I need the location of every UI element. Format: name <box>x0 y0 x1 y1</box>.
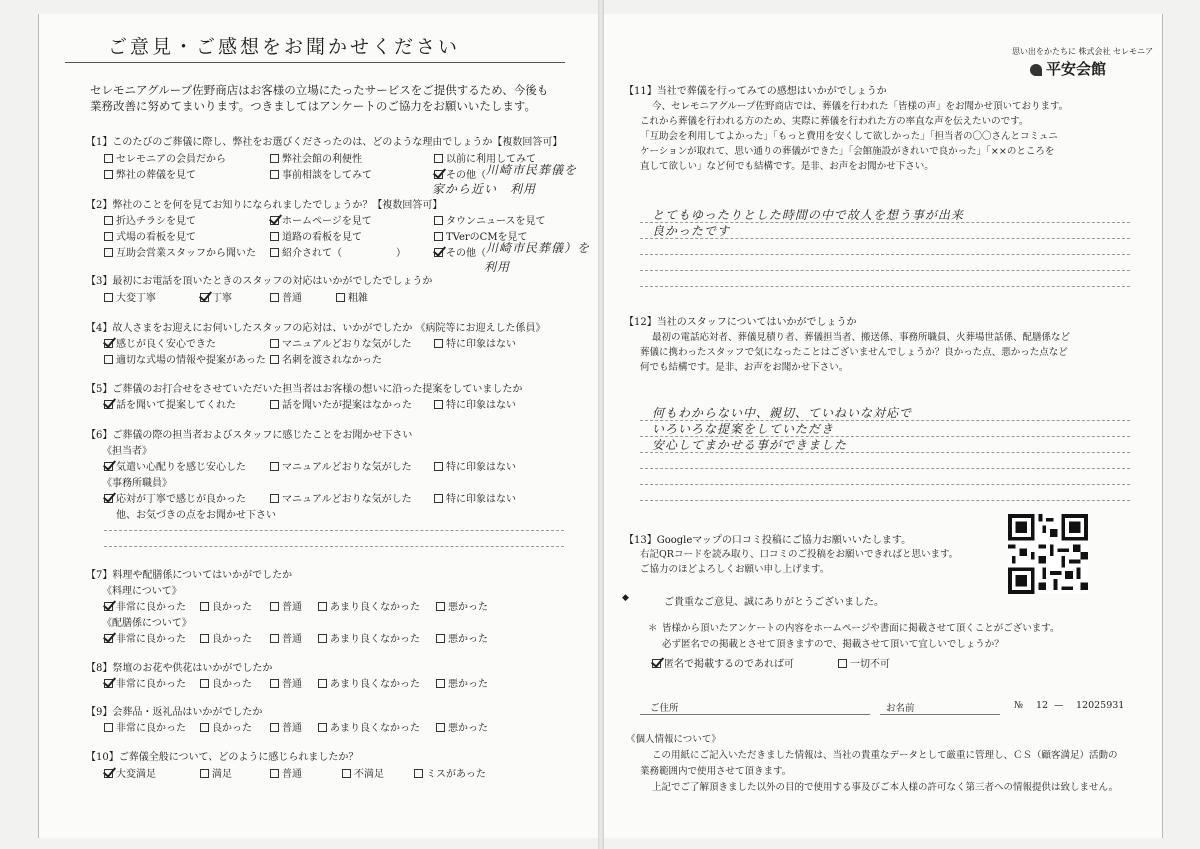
q6-option-2[interactable]: マニュアルどおりな気がした <box>270 458 412 473</box>
q1-handwritten-2: 家から近い 利用 <box>432 182 537 196</box>
publish-option-anonymous[interactable]: 匿名で掲載するのであれば可 <box>652 655 794 670</box>
number-value: 12 <box>1036 700 1049 711</box>
checkbox[interactable] <box>200 723 209 732</box>
checkbox[interactable] <box>336 293 345 302</box>
checkbox-checked[interactable] <box>652 659 661 668</box>
q11-body-1: 今、セレモニアグループ佐野商店では、葬儀を行われた「皆様の声」をお聞かせ頂いております。 <box>652 101 1069 112</box>
q1-handwritten-1: 川崎市民葬儀を <box>486 163 578 177</box>
logo-tagline: 思い出をかたちに 株式会社 セレモニア <box>1012 47 1154 56</box>
q12-body-2: 葬儀に携わったスタッフで気になったことはございませんでしょうか？良かった点、悪かった点など <box>640 347 1068 358</box>
q4-option-3[interactable]: 特に印象はない <box>434 335 516 350</box>
name-field-line[interactable] <box>880 714 1000 715</box>
checkbox[interactable] <box>270 248 279 257</box>
q3-option-2[interactable]: 丁寧 <box>200 289 232 304</box>
checkbox[interactable] <box>318 602 327 611</box>
checkbox[interactable] <box>200 602 209 611</box>
checkbox[interactable] <box>104 216 113 225</box>
q6-sub-1: 《担当者》 <box>102 446 152 457</box>
checkbox[interactable] <box>436 602 445 611</box>
q4-option-1[interactable]: 感じが良く安心できた <box>104 335 216 350</box>
q7-sub-1: 《料理について》 <box>102 586 182 597</box>
publish-body-1: 皆様から頂いたアンケートの内容をホームページや書面に掲載させて頂くことがございます。 <box>662 623 1060 634</box>
checkbox[interactable] <box>434 339 443 348</box>
name-label: お名前 <box>886 703 915 714</box>
q7-staff-option-1[interactable]: 非常に良かった <box>104 630 186 645</box>
checkbox-checked[interactable] <box>104 462 113 471</box>
checkbox[interactable] <box>434 232 443 241</box>
checkbox[interactable] <box>270 154 279 163</box>
q8-option-4[interactable]: あまり良くなかった <box>318 675 420 690</box>
q6-option-5[interactable]: マニュアルどおりな気がした <box>270 490 412 505</box>
q12-answer-line-4[interactable] <box>640 468 1130 469</box>
q2-title: 【2】弊社のことを何を見てお知りになられましたでしょうか？【複数回答可】 <box>86 200 443 211</box>
checkbox[interactable] <box>270 232 279 241</box>
q13-body-2: ご協力のほどよろしくお願い申し上げます。 <box>640 564 830 575</box>
publish-body-2: 必ず匿名での掲載とさせて頂きますので、掲載させて頂いて宜しいでしょうか？ <box>662 639 1004 650</box>
title-underline <box>65 62 565 63</box>
q3-option-1[interactable]: 大変丁寧 <box>104 289 156 304</box>
checkbox-checked[interactable] <box>104 494 113 503</box>
dash-separator: — <box>1054 700 1064 711</box>
q11-body-5: 直して欲しい」など何でも結構です。是非、お声をお聞かせ下さい。 <box>640 161 934 172</box>
q1-option-6[interactable]: その他（ <box>434 166 486 181</box>
qr-code-icon[interactable] <box>1008 514 1088 594</box>
checkbox[interactable] <box>414 769 423 778</box>
checkbox[interactable] <box>270 462 279 471</box>
q2-option-3[interactable]: タウンニュースを見て <box>434 212 546 227</box>
q12-handwritten-3: 安心してまかせる事ができました <box>652 438 848 452</box>
diamond-icon: ◆ <box>622 593 629 603</box>
q5-option-3[interactable]: 特に印象はない <box>434 396 516 411</box>
q11-title: 【11】当社で葬儀を行ってみての感想はいかがでしょうか <box>624 86 887 97</box>
q3-option-3[interactable]: 普通 <box>270 289 302 304</box>
q6-option-4[interactable]: 応対が丁寧で感じが良かった <box>104 490 246 505</box>
q5-option-1[interactable]: 話を聞いて提案してくれた <box>104 396 236 411</box>
q2-handwritten-1: 川崎市民葬儀）を <box>486 241 591 255</box>
q11-answer-line-5[interactable] <box>640 286 1130 287</box>
checkbox[interactable] <box>270 723 279 732</box>
checkbox[interactable] <box>104 248 113 257</box>
q2-option-6[interactable]: TVerのCMを見て <box>434 228 528 243</box>
privacy-body-1: この用紙にご記入いただきました情報は、当社の貴重なデータとして厳重に管理し、ＣＳ（顧客満足）活動の <box>652 750 1118 761</box>
q2-option-5[interactable]: 道路の看板を見て <box>270 228 362 243</box>
checkbox[interactable] <box>104 170 113 179</box>
q11-body-3: 「互助会を利用してよかった」「もっと費用を安くして欲しかった」「担当者の〇〇さんとコミュニ <box>640 131 1058 142</box>
checkbox[interactable] <box>434 462 443 471</box>
intro-line-1: セレモニアグループ佐野商店はお客様の立場にたったサービスをご提供するため、今後も <box>90 83 549 97</box>
checkbox-checked[interactable] <box>104 400 113 409</box>
q7-title: 【7】料理や配膳係についてはいかがでしたか <box>86 570 293 581</box>
intro-line-2: 業務改善に努めてまいります。つきましてはアンケートのご協力をお願いいたします。 <box>90 99 536 113</box>
q13-title: 【13】Googleマップの口コミ投稿にご協力お願いいたします。 <box>624 535 912 546</box>
checkbox[interactable] <box>318 679 327 688</box>
checkbox-checked[interactable] <box>104 634 113 643</box>
checkbox[interactable] <box>342 769 351 778</box>
q9-option-4[interactable]: あまり良くなかった <box>318 719 420 734</box>
q9-option-1[interactable]: 非常に良かった <box>104 719 186 734</box>
address-label: ご住所 <box>650 703 679 714</box>
checkbox[interactable] <box>270 339 279 348</box>
checkbox[interactable] <box>270 355 279 364</box>
checkbox[interactable] <box>104 293 113 302</box>
q12-body-1: 最初の電話応対者、葬儀見積り者、葬儀担当者、搬送係、事務所職員、火葬場世話係、配膳係など <box>652 332 1071 343</box>
q4-option-4[interactable]: 適切な式場の情報や提案があった <box>104 351 266 366</box>
checkbox[interactable] <box>270 602 279 611</box>
checkbox[interactable] <box>270 679 279 688</box>
q9-option-5[interactable]: 悪かった <box>436 719 488 734</box>
checkbox[interactable] <box>200 679 209 688</box>
checkbox[interactable] <box>104 154 113 163</box>
checkbox[interactable] <box>318 723 327 732</box>
q6-option-6[interactable]: 特に印象はない <box>434 490 516 505</box>
q9-option-2[interactable]: 良かった <box>200 719 252 734</box>
checkbox[interactable] <box>200 769 209 778</box>
q1-option-3[interactable]: 以前に利用してみて <box>434 150 536 165</box>
q11-handwritten-2: 良かったです <box>652 224 731 238</box>
checkbox-checked[interactable] <box>104 769 113 778</box>
q1-option-1[interactable]: セレモニアの会員だから <box>104 150 226 165</box>
q2-option-7[interactable]: 互助会営業スタッフから聞いた <box>104 244 256 259</box>
checkbox[interactable] <box>434 154 443 163</box>
q7-food-option-1[interactable]: 非常に良かった <box>104 598 186 613</box>
q7-staff-option-5[interactable]: 悪かった <box>436 630 488 645</box>
checkbox-checked[interactable] <box>104 602 113 611</box>
q7-food-option-4[interactable]: あまり良くなかった <box>318 598 420 613</box>
q1-option-5[interactable]: 事前相談をしてみて <box>270 166 372 181</box>
q7-staff-option-3[interactable]: 普通 <box>270 630 302 645</box>
checkbox[interactable] <box>318 634 327 643</box>
q4-option-5[interactable]: 名刺を渡されなかった <box>270 351 382 366</box>
privacy-title: 《個人情報について》 <box>626 734 721 745</box>
q8-option-2[interactable]: 良かった <box>200 675 252 690</box>
q7-food-option-2[interactable]: 良かった <box>200 598 252 613</box>
q12-body-3: 何でも結構です。是非、お声をお聞かせ下さい。 <box>640 362 849 373</box>
q9-option-3[interactable]: 普通 <box>270 719 302 734</box>
checkbox[interactable] <box>434 494 443 503</box>
q10-option-5[interactable]: ミスがあった <box>414 765 486 780</box>
q6-sub-2: 《事務所職員》 <box>102 478 172 489</box>
privacy-body-3: 上記でご了解頂きました以外の目的で使用する事及びご本人様の許可なく第三者への情報提供は致しません。 <box>652 782 1119 793</box>
checkbox[interactable] <box>200 634 209 643</box>
checkbox-checked[interactable] <box>434 248 443 257</box>
q8-title: 【8】祭壇のお花や供花はいかがでしたか <box>86 663 273 674</box>
q12-title: 【12】当社のスタッフについてはいかがでしょうか <box>624 317 857 328</box>
thanks-message: ご貴重なご意見、誠にありがとうございました。 <box>664 597 884 608</box>
q12-answer-line-5[interactable] <box>640 484 1130 485</box>
q2-option-8-close: ） <box>396 248 406 259</box>
checkbox[interactable] <box>436 634 445 643</box>
q3-title: 【3】最初にお電話を頂いたときのスタッフの対応はいかがでしたでしょうか <box>86 276 433 287</box>
checkbox[interactable] <box>270 293 279 302</box>
q6-option-1[interactable]: 気遣い心配りを感じ安心した <box>104 458 246 473</box>
checkbox[interactable] <box>104 355 113 364</box>
q6-comment-line-2[interactable] <box>104 546 564 547</box>
q2-option-8[interactable]: 紹介されて（ <box>270 244 342 259</box>
number-label: № <box>1014 700 1023 711</box>
q4-title: 【4】故人さまをお迎えにお伺いしたスタッフの応対は、いかがでしたか 《病院等にお迎えした係員》 <box>86 323 546 334</box>
checkbox-checked[interactable] <box>434 170 443 179</box>
q5-option-2[interactable]: 話を聞いたが提案はなかった <box>270 396 412 411</box>
q8-option-3[interactable]: 普通 <box>270 675 302 690</box>
q2-option-9[interactable]: その他（ <box>434 244 486 259</box>
q10-title: 【10】ご葬儀全般について、どのように感じられましたか？ <box>86 752 359 763</box>
q7-staff-option-2[interactable]: 良かった <box>200 630 252 645</box>
q10-option-1[interactable]: 大変満足 <box>104 765 156 780</box>
asterisk-icon: ＊ <box>648 623 658 634</box>
q9-title: 【9】会葬品・返礼品はいかがでしたか <box>86 707 263 718</box>
q5-title: 【5】ご葬儀のお打合せをさせていただいた担当者はお客様の想いに沿った提案をしていましたか <box>86 384 523 395</box>
q2-option-2[interactable]: ホームページを見て <box>270 212 372 227</box>
q7-sub-2: 《配膳係について》 <box>102 618 192 629</box>
q4-option-2[interactable]: マニュアルどおりな気がした <box>270 335 412 350</box>
page-title: ご意見・ご感想をお聞かせください <box>108 36 461 58</box>
q11-handwritten-1: とてもゆったりとした時間の中で故人を想う事が出来 <box>652 208 964 222</box>
q8-option-5[interactable]: 悪かった <box>436 675 488 690</box>
logo-icon <box>1030 64 1042 76</box>
q2-option-1[interactable]: 折込チラシを見て <box>104 212 196 227</box>
checkbox[interactable] <box>434 216 443 225</box>
q7-staff-option-4[interactable]: あまり良くなかった <box>318 630 420 645</box>
code-value: 12025931 <box>1076 700 1125 711</box>
q13-body-1: 右記QRコードを読み取り、口コミのご投稿をお願いできればと思います。 <box>640 549 959 560</box>
checkbox-checked[interactable] <box>104 339 113 348</box>
checkbox[interactable] <box>270 400 279 409</box>
checkbox[interactable] <box>434 400 443 409</box>
checkbox[interactable] <box>436 679 445 688</box>
company-logo: 平安会館 <box>1030 58 1106 79</box>
privacy-body-2: 業務範囲内で使用させて頂きます。 <box>640 766 792 777</box>
checkbox[interactable] <box>436 723 445 732</box>
q10-option-4[interactable]: 不満足 <box>342 765 384 780</box>
q11-body-4: ケーションが取れて、思い通りの葬儀ができた」「会館施設がきれいで良かった」「××のところを <box>640 146 1055 157</box>
q12-handwritten-1: 何もわからない中、親切、ていねいな対応で <box>652 406 913 420</box>
q6-title: 【6】ご葬儀の際の担当者およびスタッフに感じたことをお聞かせ下さい <box>86 430 413 441</box>
q7-food-option-3[interactable]: 普通 <box>270 598 302 613</box>
checkbox-checked[interactable] <box>104 679 113 688</box>
publish-option-refuse[interactable]: 一切不可 <box>838 655 890 670</box>
q6-comment-line-1[interactable] <box>104 530 564 531</box>
q6-option-3[interactable]: 特に印象はない <box>434 458 516 473</box>
q6-other-label: 他、お気づきの点をお聞かせ下さい <box>116 510 276 521</box>
q1-title: 【1】このたびのご葬儀に際し、弊社をお選びくださったのは、どのような理由でしょうか【複数回答可】 <box>86 137 563 148</box>
q11-body-2: これから葬儀を行われる方のため、実際に葬儀を行われた方の率直な声を伝えたいのです。 <box>640 116 1029 127</box>
q12-answer-line-6[interactable] <box>640 500 1130 501</box>
page-fold <box>598 0 604 849</box>
q10-option-2[interactable]: 満足 <box>200 765 232 780</box>
checkbox[interactable] <box>270 634 279 643</box>
q1-option-4[interactable]: 弊社の葬儀を見て <box>104 166 196 181</box>
q10-option-3[interactable]: 普通 <box>270 765 302 780</box>
q3-option-4[interactable]: 粗雑 <box>336 289 368 304</box>
checkbox-checked[interactable] <box>200 293 209 302</box>
q7-food-option-5[interactable]: 悪かった <box>436 598 488 613</box>
checkbox-checked[interactable] <box>270 216 279 225</box>
q11-answer-line-3[interactable] <box>640 254 1130 255</box>
checkbox[interactable] <box>104 723 113 732</box>
q12-handwritten-2: いろいろな提案をしていただき <box>652 422 835 436</box>
q8-option-1[interactable]: 非常に良かった <box>104 675 186 690</box>
checkbox[interactable] <box>270 170 279 179</box>
q11-answer-line-4[interactable] <box>640 270 1130 271</box>
address-field-line[interactable] <box>640 714 870 715</box>
q2-option-4[interactable]: 式場の看板を見て <box>104 228 196 243</box>
checkbox[interactable] <box>838 659 847 668</box>
checkbox[interactable] <box>270 494 279 503</box>
checkbox[interactable] <box>270 769 279 778</box>
q1-option-2[interactable]: 弊社会館の利便性 <box>270 150 362 165</box>
checkbox[interactable] <box>104 232 113 241</box>
q2-handwritten-2: 利用 <box>484 260 511 274</box>
